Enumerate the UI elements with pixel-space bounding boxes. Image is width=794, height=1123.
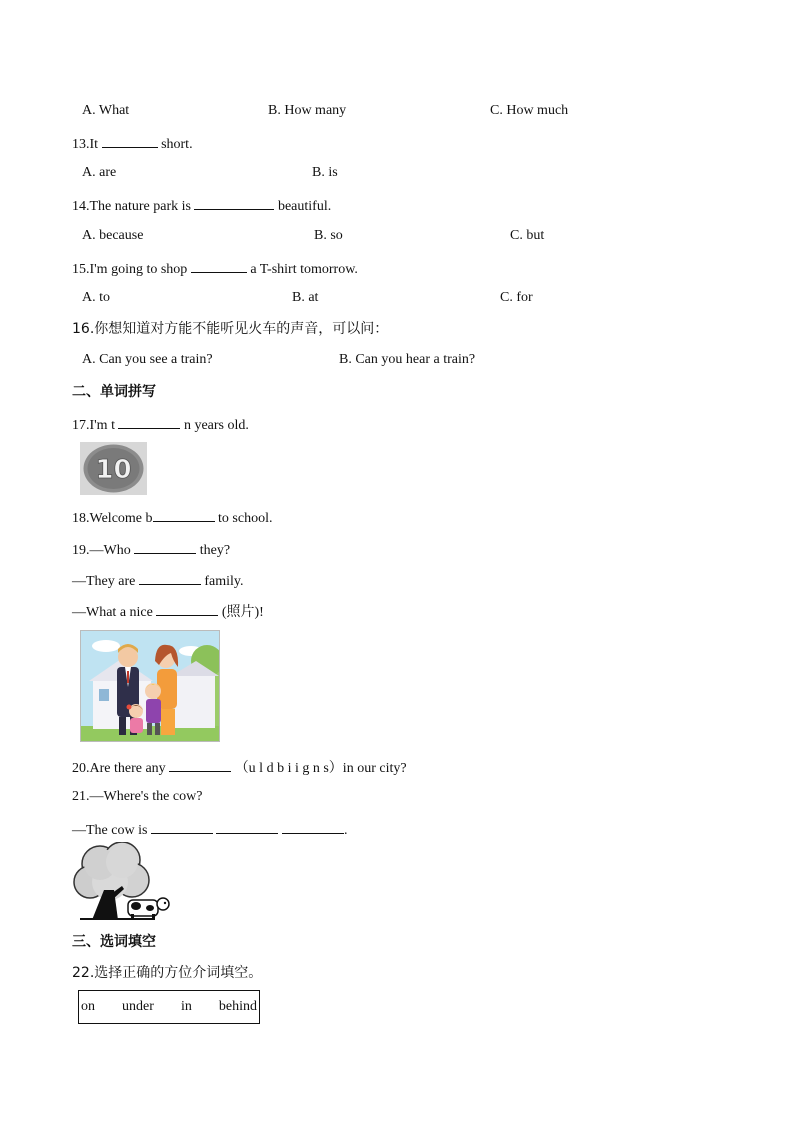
- q19-blank-3[interactable]: [156, 601, 218, 616]
- q19-line3-prefix: —What a nice: [72, 605, 153, 620]
- section-3-heading: 三、选词填空: [72, 934, 156, 950]
- word-bank-box: [78, 990, 260, 1024]
- tree-and-cow-image: [70, 842, 174, 922]
- q13-suffix: short.: [161, 137, 193, 152]
- q19-line1-suffix: they?: [199, 543, 231, 558]
- q21-line-1: 21.—Where's the cow?: [72, 789, 203, 804]
- q18-suffix: to school.: [218, 511, 273, 526]
- q21-blank-1[interactable]: [151, 819, 213, 834]
- q19-line-1: [72, 539, 230, 560]
- q16-option-b: B. Can you hear a train?: [339, 352, 476, 367]
- q14-question: [72, 195, 331, 216]
- q13-blank[interactable]: [102, 133, 158, 148]
- q19-blank-1[interactable]: [134, 539, 196, 554]
- q21-line2-suffix: .: [343, 823, 348, 838]
- q14-blank[interactable]: [194, 195, 274, 210]
- q17-blank[interactable]: [118, 414, 180, 429]
- q18-prefix: 18.Welcome b: [72, 511, 153, 526]
- q14-suffix: beautiful.: [277, 199, 332, 214]
- q13-option-b: B. is: [312, 165, 338, 180]
- q13-question: [72, 133, 193, 154]
- q21-blank-3[interactable]: [282, 819, 344, 834]
- number-ten-coin-image: [80, 442, 147, 495]
- q19-line-3: [72, 601, 264, 622]
- q14-prefix: 14.The nature park is: [72, 199, 191, 214]
- q18-blank[interactable]: [153, 507, 215, 522]
- q19-line2-prefix: —They are: [72, 574, 136, 589]
- q17-suffix: n years old.: [183, 418, 249, 433]
- word-bank-behind: behind: [218, 999, 257, 1014]
- family-photo-image: [80, 630, 220, 742]
- word-bank-under: under: [122, 999, 154, 1014]
- q15-blank[interactable]: [191, 258, 247, 273]
- q19-line3-suffix: (照片)!: [221, 605, 264, 620]
- q20-question: [72, 757, 407, 778]
- q14-option-b: B. so: [314, 228, 343, 243]
- q20-blank[interactable]: [169, 757, 231, 772]
- q16-question: 16.你想知道对方能不能听见火车的声音，可以问：: [72, 321, 389, 337]
- q17-prefix: 17.I'm t: [72, 418, 115, 433]
- word-bank-in: in: [180, 999, 192, 1014]
- q17-question: [72, 414, 249, 435]
- word-bank-on: on: [81, 999, 95, 1014]
- section-2-heading: 二、单词拼写: [72, 384, 156, 400]
- q19-line2-suffix: family.: [204, 574, 244, 589]
- q15-question: [72, 258, 358, 279]
- q21-blank-2[interactable]: [216, 819, 278, 834]
- q19-blank-2[interactable]: [139, 570, 201, 585]
- q12-option-b: B. How many: [268, 103, 347, 118]
- q22-instruction: 22.选择正确的方位介词填空。: [72, 965, 263, 981]
- q12-option-a: A. What: [82, 103, 130, 118]
- q14-option-c: C. but: [510, 228, 545, 243]
- q19-line-2: [72, 570, 244, 591]
- q15-prefix: 15.I'm going to shop: [72, 262, 188, 277]
- q13-prefix: 13.It: [72, 137, 99, 152]
- q14-option-a: A. because: [82, 228, 144, 243]
- q15-option-a: A. to: [82, 290, 110, 305]
- q19-line1-prefix: 19.—Who: [72, 543, 131, 558]
- q13-option-a: A. are: [82, 165, 117, 180]
- q20-prefix: 20.Are there any: [72, 761, 166, 776]
- q18-question: [72, 507, 272, 528]
- q20-suffix: （u l d b i i g n s）in our city?: [234, 761, 407, 776]
- q21-line-2: [72, 819, 347, 840]
- q15-option-c: C. for: [500, 290, 533, 305]
- q12-option-c: C. How much: [490, 103, 569, 118]
- q15-suffix: a T-shirt tomorrow.: [250, 262, 358, 277]
- q21-line2-prefix: —The cow is: [72, 823, 148, 838]
- q16-option-a: A. Can you see a train?: [82, 352, 213, 367]
- coin-label: 10: [95, 455, 132, 485]
- q15-option-b: B. at: [292, 290, 319, 305]
